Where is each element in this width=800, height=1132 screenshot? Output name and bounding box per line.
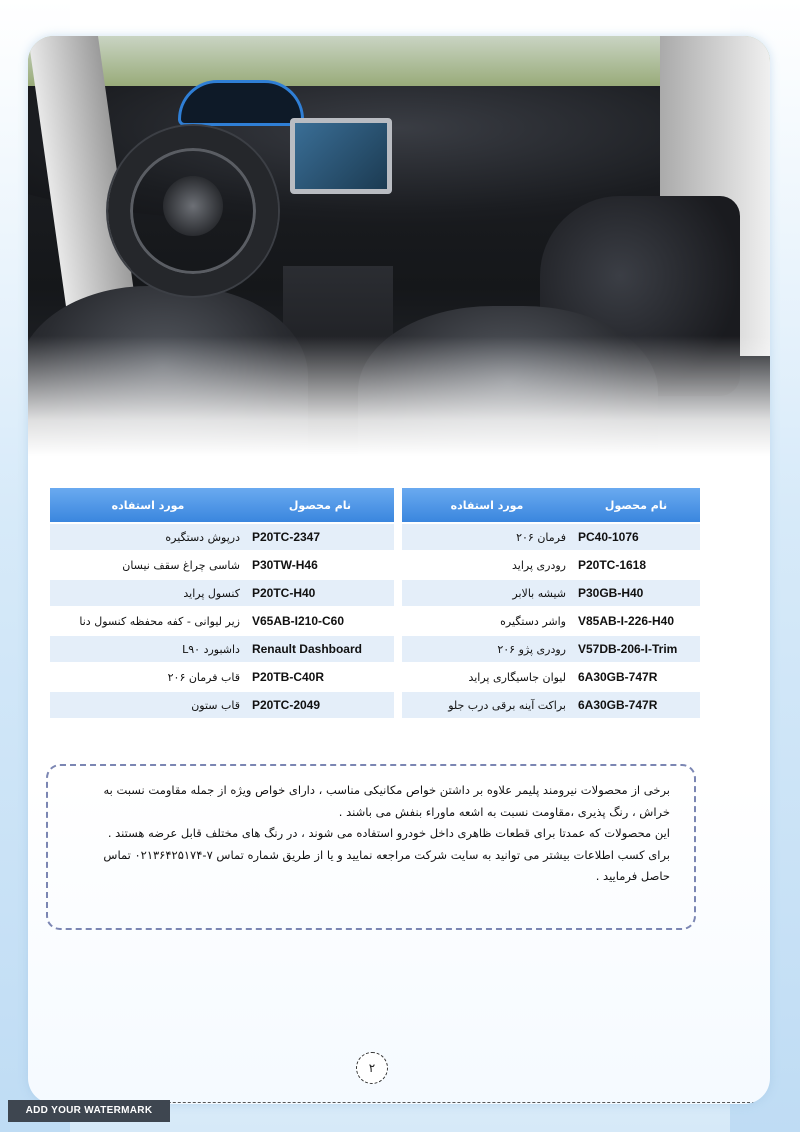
product-code-cell: PC40-1076 — [572, 524, 700, 550]
note-line: برای کسب اطلاعات بیشتر می توانید به سایت شرکت مراجعه نمایید و یا از طریق شماره تماس ۷-۰۲۱۳۶۴۲۵۱۷۴ تماس — [103, 847, 670, 862]
product-code-cell: 6A30GB-747R — [572, 692, 700, 718]
table-row — [402, 552, 700, 578]
use-cell: زیر لیوانی - کفه محفظه کنسول دنا — [50, 608, 246, 634]
table-row — [402, 692, 700, 718]
info-note-box — [46, 764, 696, 930]
use-cell: رودری پراید — [402, 552, 572, 578]
table-row — [402, 664, 700, 690]
product-code-cell: Renault Dashboard — [246, 636, 394, 662]
car-interior-photo — [28, 36, 770, 456]
table-header-row — [402, 488, 700, 522]
column-header-product: نام محصول — [246, 488, 394, 522]
table-row — [402, 580, 700, 606]
use-cell: براکت آینه برقی درب جلو — [402, 692, 572, 718]
table-row — [50, 580, 394, 606]
column-header-product: نام محصول — [572, 488, 700, 522]
product-code-cell: V85AB-I-226-H40 — [572, 608, 700, 634]
use-cell: رودری پژو ۲۰۶ — [402, 636, 572, 662]
product-code-cell: 6A30GB-747R — [572, 664, 700, 690]
table-header-row — [50, 488, 394, 522]
instrument-cluster-shape — [178, 80, 304, 126]
use-cell: لیوان جاسیگاری پراید — [402, 664, 572, 690]
use-cell: فرمان ۲۰۶ — [402, 524, 572, 550]
product-code-cell: V65AB-I210-C60 — [246, 608, 394, 634]
table-row — [50, 552, 394, 578]
page-number: ۲ — [356, 1052, 388, 1084]
note-line: این محصولات که عمدتا برای قطعات ظاهری داخل خودرو استفاده می شوند ، در رنگ های مختلف قابل عرضه هستند . — [107, 826, 670, 840]
table-row — [402, 636, 700, 662]
use-cell: قاب فرمان ۲۰۶ — [50, 664, 246, 690]
product-code-cell: P20TB-C40R — [246, 664, 394, 690]
table-row — [50, 636, 394, 662]
column-header-use: مورد استفاده — [50, 488, 246, 522]
watermark-label: ADD YOUR WATERMARK — [8, 1100, 170, 1122]
product-code-cell: P20TC-2347 — [246, 524, 394, 550]
product-code-cell: P20TC-H40 — [246, 580, 394, 606]
column-header-use: مورد استفاده — [402, 488, 572, 522]
photo-fade — [28, 336, 770, 456]
use-cell: کنسول پراید — [50, 580, 246, 606]
use-cell: درپوش دستگیره — [50, 524, 246, 550]
use-cell: واشر دستگیره — [402, 608, 572, 634]
note-line: خراش ، رنگ پذیری ،مقاومت نسبت به اشعه ماوراء بنفش می باشند . — [338, 804, 670, 819]
product-code-cell: P30TW-H46 — [246, 552, 394, 578]
table-row — [50, 524, 394, 550]
product-code-cell: P20TC-1618 — [572, 552, 700, 578]
use-cell: شیشه بالابر — [402, 580, 572, 606]
table-row — [50, 664, 394, 690]
note-line: برخی از محصولات نیرومند پلیمر علاوه بر داشتن خواص مکانیکی مناسب ، دارای خواص ویژه از جمله مقاومت نسبت به — [103, 783, 670, 797]
products-table-right — [402, 486, 700, 720]
table-row — [402, 608, 700, 634]
use-cell: شاسی چراغ سقف نیسان — [50, 552, 246, 578]
product-code-cell: V57DB-206-I-Trim — [572, 636, 700, 662]
note-line: حاصل فرمایید . — [595, 869, 670, 883]
steering-hub-shape — [163, 176, 223, 236]
use-cell: داشبورد L۹۰ — [50, 636, 246, 662]
table-row — [50, 692, 394, 718]
product-code-cell: P30GB-H40 — [572, 580, 700, 606]
product-code-cell: P20TC-2049 — [246, 692, 394, 718]
use-cell: قاب ستون — [50, 692, 246, 718]
table-row — [50, 608, 394, 634]
infotainment-screen-shape — [290, 118, 392, 194]
products-table-left — [50, 486, 394, 720]
table-row — [402, 524, 700, 550]
